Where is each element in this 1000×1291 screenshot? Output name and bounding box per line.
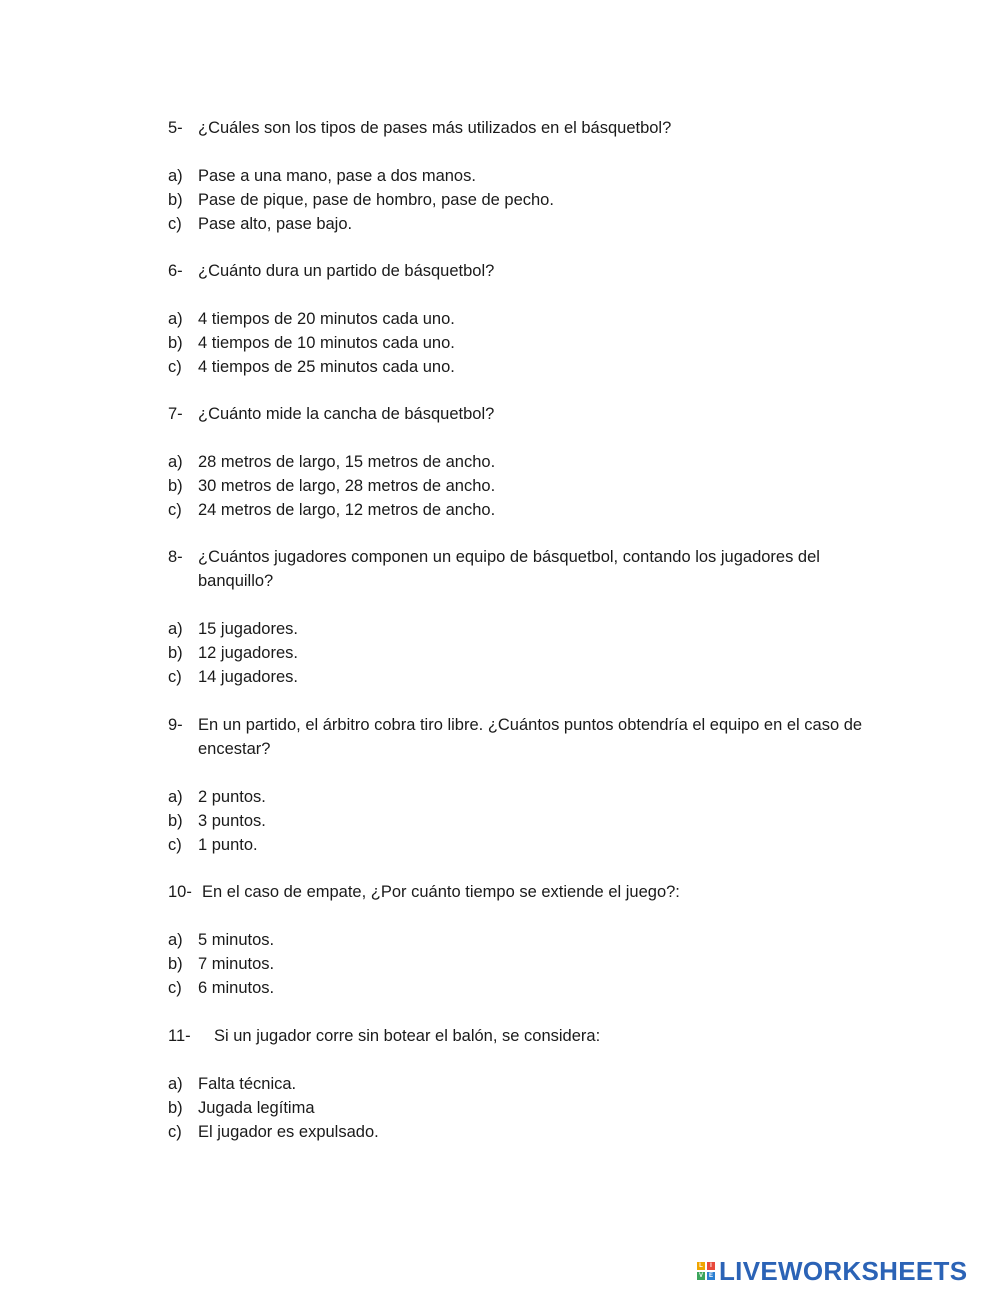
liveworksheets-logo[interactable] bbox=[697, 1256, 967, 1286]
option-a[interactable] bbox=[168, 450, 868, 474]
question-number: 7- bbox=[168, 405, 183, 423]
logo-text: LIVEWORKSHEETS bbox=[719, 1255, 968, 1286]
option-b[interactable] bbox=[168, 809, 868, 833]
option-text: 3 puntos. bbox=[198, 812, 266, 830]
option-letter: a) bbox=[168, 453, 183, 471]
question-5 bbox=[168, 116, 868, 236]
option-a[interactable] bbox=[168, 307, 868, 331]
question-number: 10- bbox=[168, 883, 192, 901]
option-b[interactable] bbox=[168, 474, 868, 498]
question-stem bbox=[168, 1024, 868, 1048]
option-letter: a) bbox=[168, 167, 183, 185]
option-text: 2 puntos. bbox=[198, 788, 266, 806]
question-stem bbox=[168, 259, 868, 283]
options-list bbox=[168, 307, 868, 379]
logo-block-e: E bbox=[708, 1273, 713, 1279]
option-letter: b) bbox=[168, 955, 183, 973]
option-text: 24 metros de largo, 12 metros de ancho. bbox=[198, 501, 496, 519]
question-number: 8- bbox=[168, 548, 183, 566]
question-6 bbox=[168, 259, 868, 379]
question-10 bbox=[168, 880, 868, 1000]
option-letter: a) bbox=[168, 310, 183, 328]
logo-blocks-icon bbox=[697, 1262, 715, 1280]
question-text: ¿Cuánto dura un partido de básquetbol? bbox=[198, 262, 495, 280]
logo-block-l: L bbox=[697, 1262, 705, 1270]
options-list bbox=[168, 928, 868, 1000]
option-letter: c) bbox=[168, 215, 182, 233]
option-text: 5 minutos. bbox=[198, 931, 275, 949]
option-letter: c) bbox=[168, 501, 182, 519]
logo-block-i: I bbox=[707, 1262, 715, 1270]
options-list bbox=[168, 617, 868, 689]
option-a[interactable] bbox=[168, 1072, 868, 1096]
option-letter: b) bbox=[168, 334, 183, 352]
options-list bbox=[168, 450, 868, 522]
question-number: 9- bbox=[168, 716, 183, 734]
option-text: 6 minutos. bbox=[198, 979, 275, 997]
option-b[interactable] bbox=[168, 331, 868, 355]
question-text: En un partido, el árbitro cobra tiro libre. ¿Cuántos puntos obtendría el equipo en el caso de encestar? bbox=[198, 716, 863, 758]
question-7 bbox=[168, 402, 868, 522]
option-letter: b) bbox=[168, 644, 183, 662]
option-letter: b) bbox=[168, 477, 183, 495]
option-text: Jugada legítima bbox=[198, 1099, 315, 1117]
question-stem bbox=[168, 880, 868, 904]
option-text: Pase a una mano, pase a dos manos. bbox=[198, 167, 476, 185]
option-text: 15 jugadores. bbox=[198, 620, 298, 638]
logo-block-v: V bbox=[698, 1273, 703, 1279]
question-stem bbox=[168, 402, 868, 426]
option-letter: a) bbox=[168, 620, 183, 638]
option-letter: c) bbox=[168, 979, 182, 997]
option-text: 28 metros de largo, 15 metros de ancho. bbox=[198, 453, 496, 471]
option-letter: b) bbox=[168, 1099, 183, 1117]
question-stem bbox=[168, 713, 868, 761]
option-text: 4 tiempos de 25 minutos cada uno. bbox=[198, 358, 455, 376]
question-stem bbox=[168, 545, 868, 593]
option-text: Pase alto, pase bajo. bbox=[198, 215, 353, 233]
options-list bbox=[168, 1072, 868, 1144]
option-text: Pase de pique, pase de hombro, pase de pecho. bbox=[198, 191, 554, 209]
option-a[interactable] bbox=[168, 164, 868, 188]
option-letter: a) bbox=[168, 788, 183, 806]
question-text: Si un jugador corre sin botear el balón, se considera: bbox=[214, 1027, 601, 1045]
question-number: 5- bbox=[168, 119, 183, 137]
option-text: 1 punto. bbox=[198, 836, 258, 854]
option-text: 4 tiempos de 20 minutos cada uno. bbox=[198, 310, 455, 328]
option-letter: b) bbox=[168, 191, 183, 209]
option-letter: c) bbox=[168, 836, 182, 854]
option-letter: a) bbox=[168, 1075, 183, 1093]
option-c[interactable] bbox=[168, 1120, 868, 1144]
option-c[interactable] bbox=[168, 212, 868, 236]
option-c[interactable] bbox=[168, 498, 868, 522]
question-text: En el caso de empate, ¿Por cuánto tiempo se extiende el juego?: bbox=[202, 883, 680, 901]
option-letter: b) bbox=[168, 812, 183, 830]
question-number: 11- bbox=[168, 1027, 191, 1045]
question-text: ¿Cuántos jugadores componen un equipo de básquetbol, contando los jugadores del banquillo? bbox=[198, 548, 820, 590]
option-a[interactable] bbox=[168, 785, 868, 809]
option-a[interactable] bbox=[168, 617, 868, 641]
option-b[interactable] bbox=[168, 952, 868, 976]
question-stem bbox=[168, 116, 868, 140]
option-b[interactable] bbox=[168, 641, 868, 665]
question-text: ¿Cuánto mide la cancha de básquetbol? bbox=[198, 405, 495, 423]
option-b[interactable] bbox=[168, 188, 868, 212]
option-text: 7 minutos. bbox=[198, 955, 275, 973]
question-8 bbox=[168, 545, 868, 689]
option-text: 30 metros de largo, 28 metros de ancho. bbox=[198, 477, 496, 495]
question-text: ¿Cuáles son los tipos de pases más utilizados en el básquetbol? bbox=[198, 119, 672, 137]
question-number: 6- bbox=[168, 262, 183, 280]
option-letter: c) bbox=[168, 668, 182, 686]
option-text: Falta técnica. bbox=[198, 1075, 297, 1093]
options-list bbox=[168, 785, 868, 857]
option-letter: a) bbox=[168, 931, 183, 949]
option-letter: c) bbox=[168, 1123, 182, 1141]
option-c[interactable] bbox=[168, 665, 868, 689]
option-c[interactable] bbox=[168, 355, 868, 379]
option-letter: c) bbox=[168, 358, 182, 376]
option-text: El jugador es expulsado. bbox=[198, 1123, 379, 1141]
question-11 bbox=[168, 1024, 868, 1144]
option-c[interactable] bbox=[168, 976, 868, 1000]
option-text: 12 jugadores. bbox=[198, 644, 298, 662]
option-text: 14 jugadores. bbox=[198, 668, 298, 686]
options-list bbox=[168, 164, 868, 236]
option-c[interactable] bbox=[168, 833, 868, 857]
option-text: 4 tiempos de 10 minutos cada uno. bbox=[198, 334, 455, 352]
option-a[interactable] bbox=[168, 928, 868, 952]
question-9 bbox=[168, 713, 868, 857]
option-b[interactable] bbox=[168, 1096, 868, 1120]
